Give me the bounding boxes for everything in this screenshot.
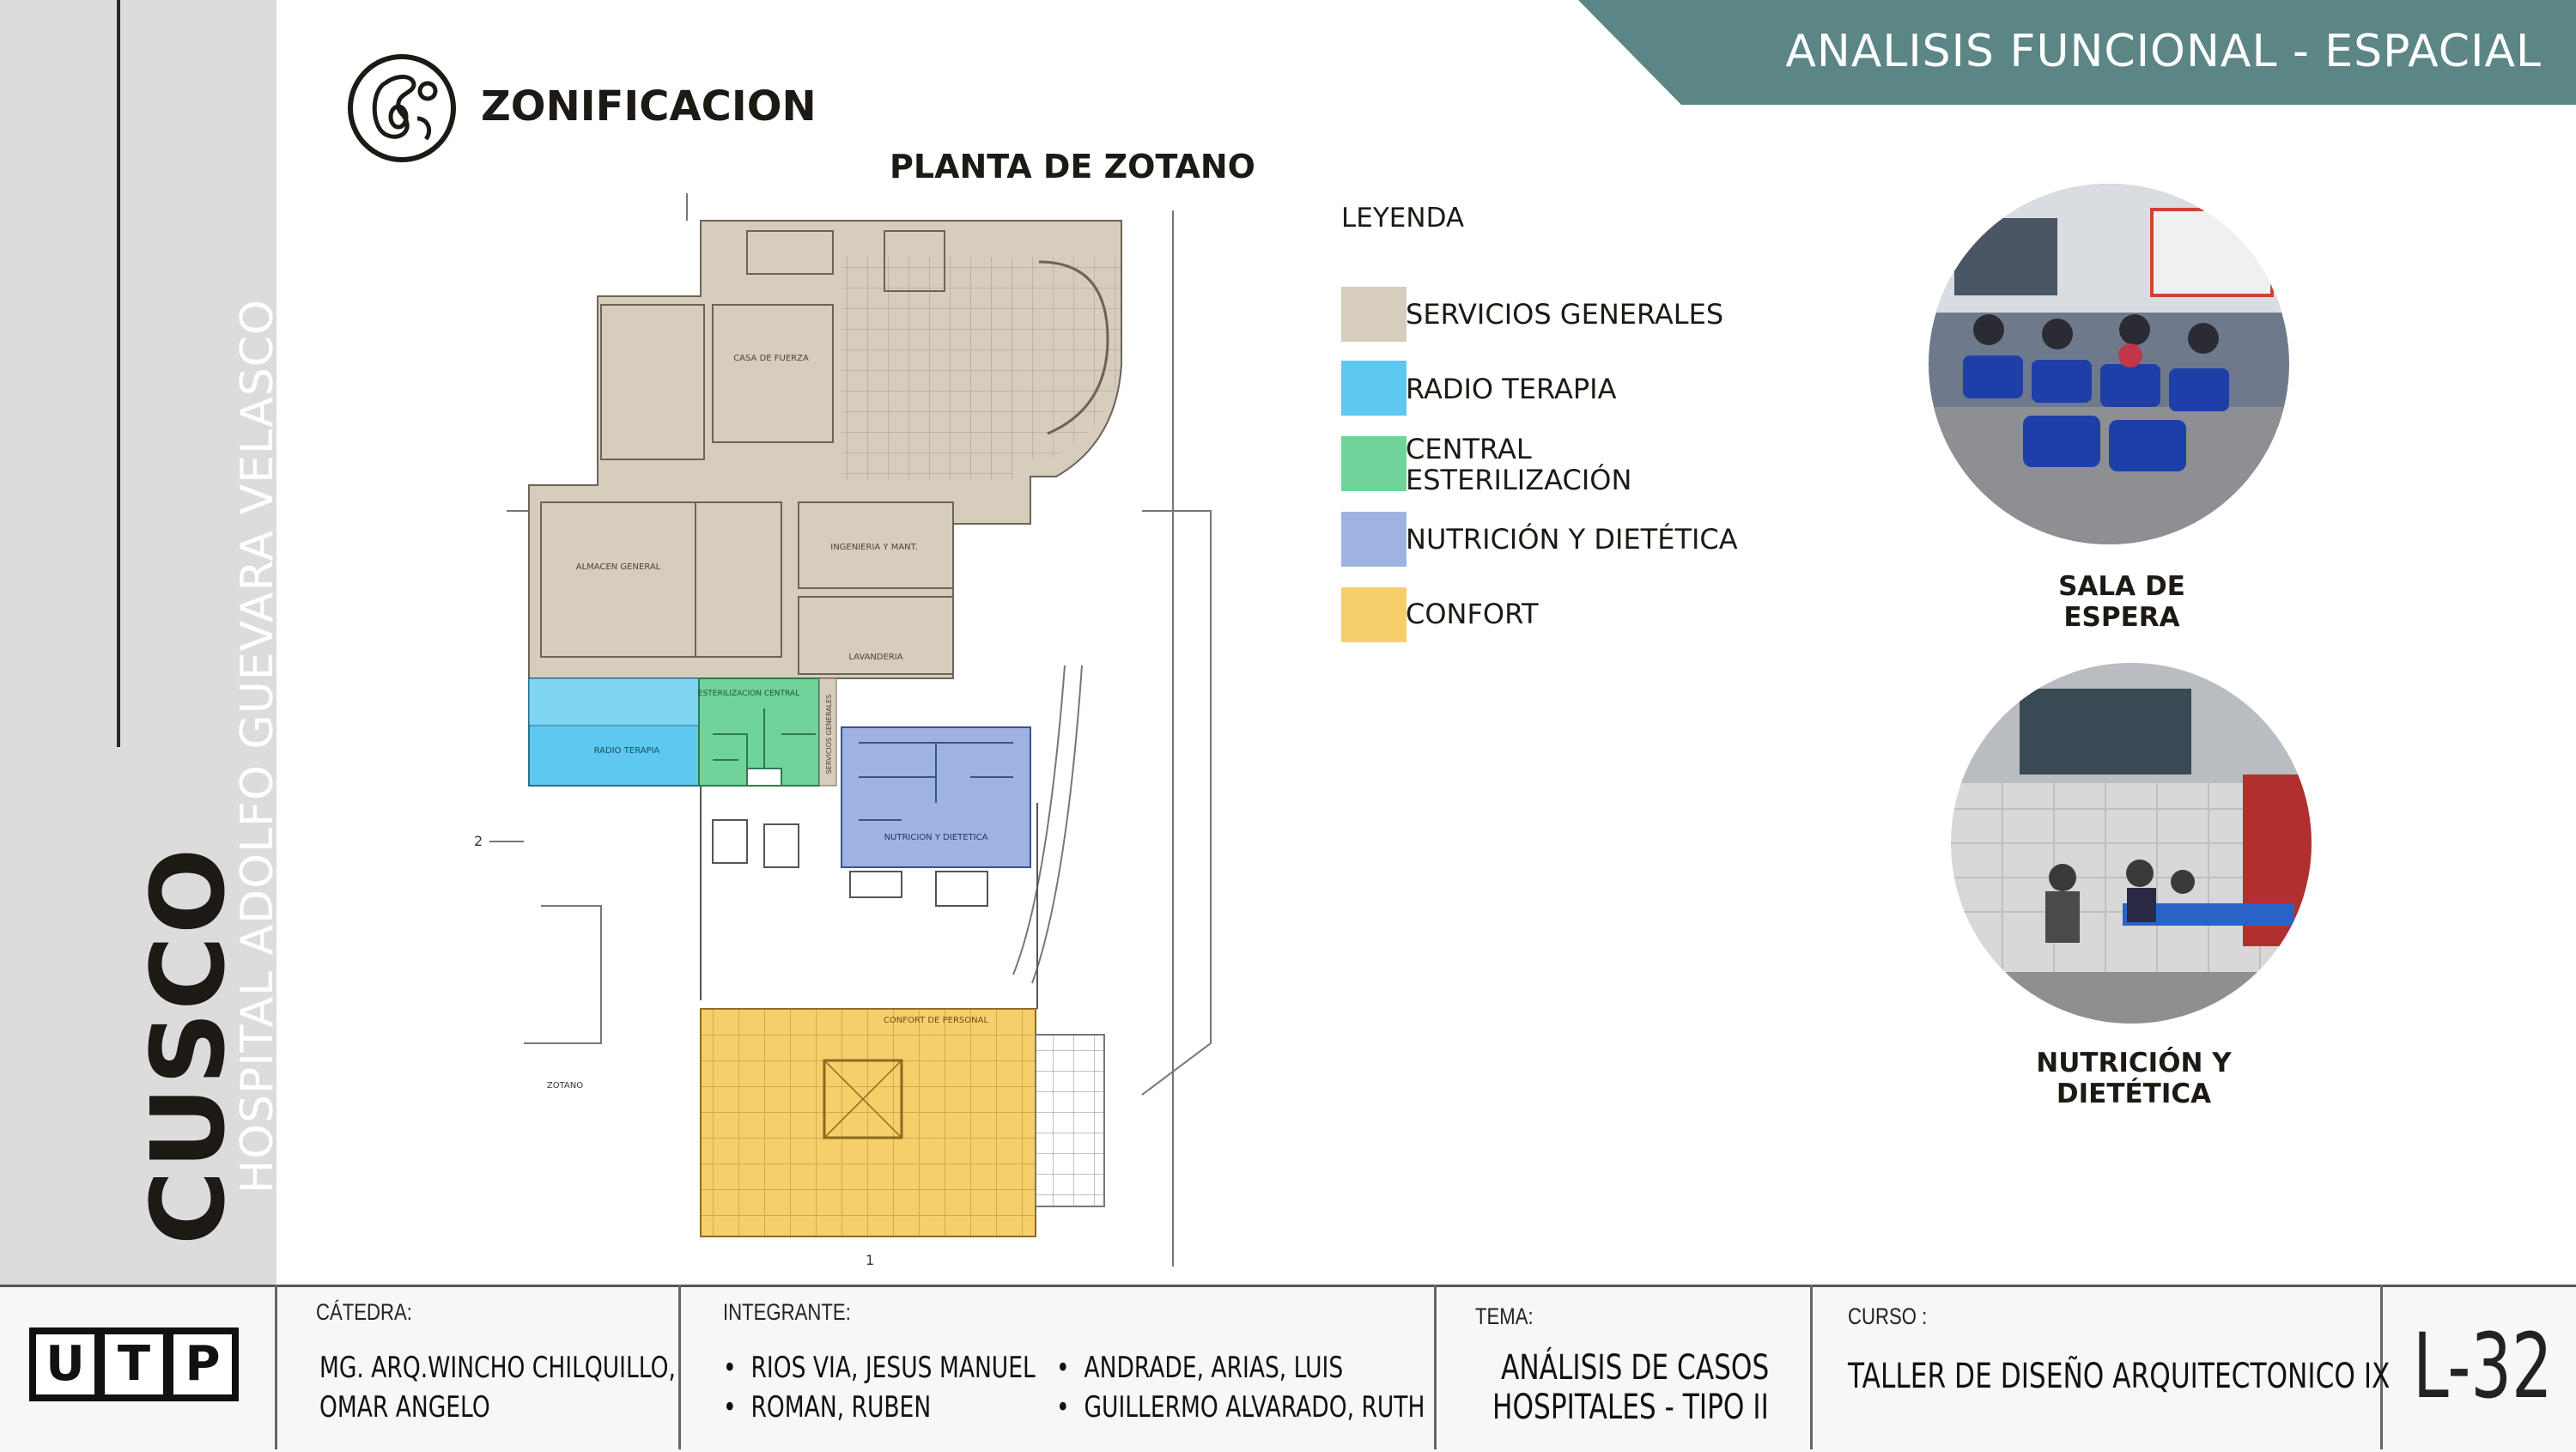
zone-confort (701, 1009, 1036, 1236)
zone-servicios-generales (529, 221, 1121, 678)
section-title: ZONIFICACION (481, 82, 817, 131)
legend-swatch-nutricion (1341, 512, 1406, 567)
footer-divider (1434, 1285, 1437, 1449)
tema-line1: ANÁLISIS DE CASOS (1501, 1348, 1770, 1388)
plan-label-lavanderia: LAVANDERIA (848, 653, 903, 662)
integrante-label: INTEGRANTE: (723, 1299, 851, 1325)
footer-divider (275, 1285, 277, 1449)
zone-radio-terapia (529, 678, 699, 786)
plan-label-ingenieria: INGENIERIA Y MANT. (830, 543, 918, 552)
legend-swatch-radioterapia (1341, 361, 1406, 416)
photo-caption-sala: SALA DE ESPERA (2058, 571, 2185, 633)
hospital-name: HOSPITAL ADOLFO GUEVARA VELASCO (232, 299, 283, 1194)
plan-label-confort: CONFORT DE PERSONAL (883, 1016, 989, 1025)
integrante-item: • ANDRADE, ARIAS, LUIS (1056, 1351, 1344, 1385)
tema-line2: HOSPITALES - TIPO II (1492, 1388, 1769, 1427)
plan-label-casa-fuerza: CASA DE FUERZA (733, 354, 809, 363)
waiting-room-photo (1929, 184, 2289, 544)
photo-caption-nutricion: NUTRICIÓN Y DIETÉTICA (2036, 1048, 2232, 1109)
plan-title: PLANTA DE ZOTANO (890, 148, 1255, 185)
footer-divider (678, 1285, 681, 1449)
legend-label-radioterapia: RADIO TERAPIA (1406, 373, 1617, 405)
legend-swatch-confort (1341, 587, 1406, 642)
sheet-number: L-32 (2413, 1314, 2553, 1419)
catedra-line1: MG. ARQ.WINCHO CHILQUILLO, (319, 1351, 676, 1385)
svg-text:1: 1 (866, 1252, 875, 1268)
legend-label-servicios: SERVICIOS GENERALES (1406, 298, 1724, 331)
utp-logo: U T P (29, 1327, 239, 1401)
tema-label: TEMA: (1475, 1303, 1534, 1329)
zoning-icon (345, 52, 459, 165)
plan-label-almacen: ALMACEN GENERAL (575, 562, 661, 572)
banner-title: ANALISIS FUNCIONAL - ESPACIAL (1785, 26, 2542, 77)
footer-divider (1810, 1285, 1813, 1449)
curso-label: CURSO : (1848, 1303, 1928, 1329)
parking-stair (1036, 1035, 1104, 1206)
zone-esterilizacion (698, 678, 836, 786)
integrante-item: • ROMAN, RUBEN (723, 1390, 932, 1425)
legend-label-esterilizacion: CENTRAL ESTERILIZACIÓN (1406, 433, 1632, 496)
legend-title: LEYENDA (1341, 203, 1465, 234)
legend-label-nutricion: NUTRICIÓN Y DIETÉTICA (1406, 523, 1738, 556)
integrante-item: • RIOS VIA, JESUS MANUEL (723, 1351, 1036, 1385)
floor-plan (455, 185, 1262, 1271)
legend-label-confort: CONFORT (1406, 598, 1539, 630)
plan-label-sotano: ZOTANO (546, 1081, 584, 1091)
catedra-line2: OMAR ANGELO (319, 1390, 490, 1425)
svg-text:2: 2 (474, 833, 483, 849)
catedra-label: CÁTEDRA: (316, 1299, 412, 1325)
plan-label-nutricion: NUTRICION Y DIETETICA (884, 833, 988, 842)
plan-label-esterilizacion: ESTERILIZACION CENTRAL (697, 690, 800, 698)
curso-value: TALLER DE DISEÑO ARQUITECTONICO IX (1848, 1357, 2391, 1396)
sidebar-divider (117, 0, 120, 747)
legend-swatch-servicios (1341, 287, 1406, 342)
legend-swatch-esterilizacion (1341, 436, 1406, 491)
integrante-item: • GUILLERMO ALVARADO, RUTH (1056, 1390, 1425, 1425)
plan-label-radioterapia: RADIO TERAPIA (593, 746, 660, 756)
city-title: CUSCO (129, 846, 247, 1245)
plan-label-servicios: SERVICIOS GENERALES (825, 694, 833, 775)
zone-nutricion (841, 727, 1030, 867)
dining-room-photo (1951, 663, 2312, 1024)
